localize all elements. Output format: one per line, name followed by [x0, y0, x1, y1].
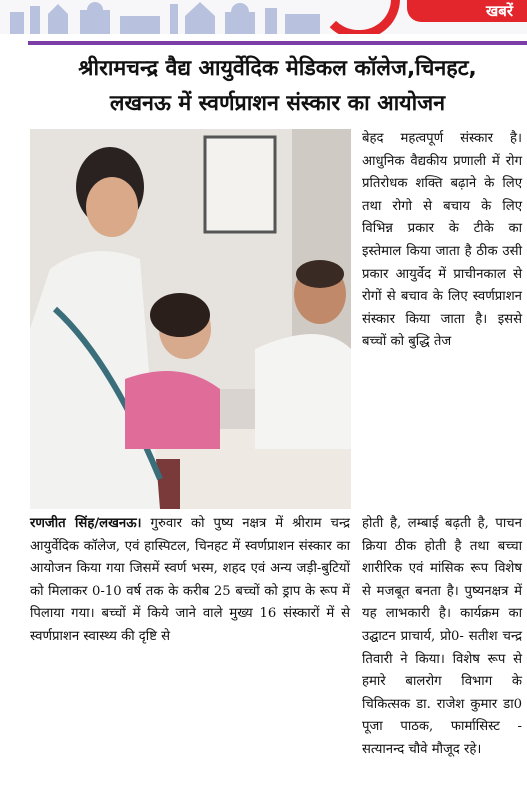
headline-line-2: लखनऊ में स्वर्णप्राशन संस्कार का आयोजन: [109, 91, 446, 116]
article-column-left-text: गुरुवार को पुष्य नक्षत्र में श्रीराम चन्द्र आयुर्वेदिक कॉलेज, एवं हास्पिटल, चिनहट में स्वर्णप्राशन संस्कार का आयोजन किया गया जिसमें स्वर्ण भस्म, शहद एवं अन्य जड़ी-बुटियों को मिलाकर 0-10 वर्ष तक के करीब 25 बच्चों को ड्राप के रूप में पिलाया गया। बच्चों में किये जाने वाले मुख्य 16 संस्कारों में से स्वर्णप्राशन स्वास्थ्य की दृष्टि से: [30, 516, 350, 644]
section-tag: खबरें: [407, 0, 527, 22]
city-skyline-icon: [0, 0, 330, 34]
article-column-right-top: बेहद महत्वपूर्ण संस्कार है। आधुनिक वैद्यकीय प्रणाली में रोग प्रतिरोधक शक्ति बढ़ाने के लिए तथा रोगो से बचाय के लिए विभिन्न प्रकार के टीके का इस्तेमाल किया जाता है ठीक उसी प्रकार आयुर्वेद में प्राचीनकाल से रोगों से बचाव के लिए स्वर्णप्राशन संस्कार किया जाता है। इससे बच्चों को बुद्धि तेज: [362, 131, 522, 350]
article-photo: [30, 129, 351, 509]
article-column-right-bottom: होती है, लम्बाई बढ़ती है, पाचन क्रिया ठीक होती है तथा बच्चा शारीरिक एवं मांसिक रूप विशेष से मजबूत बनता है। पुष्यनक्षत्र में यह लाभकारी है। कार्यक्रम का उद्घाटन प्राचार्य, प्रो0- सतीश चन्द्र तिवारी ने किया। विशेष रूप से हमारे बालरोग विभाग के चिकित्सक डा. राजेश कुमार डा0 पूजा पाठक, फार्मासिस्ट - सत्यानन्द चौवे मौजूद रहे।: [362, 516, 522, 757]
clinic-photo-icon: [30, 129, 351, 509]
masthead-banner: [0, 0, 527, 34]
logo-mark-icon: [318, 0, 400, 34]
headline-rule: [28, 41, 527, 45]
article-column-left: [30, 513, 350, 649]
byline: रणजीत सिंह/लखनऊ।: [30, 516, 142, 531]
headline-line-1: श्रीरामचन्द्र वैद्य आयुर्वेदिक मेडिकल कॉलेज,चिनहट,: [78, 56, 477, 81]
headline: [28, 51, 527, 121]
